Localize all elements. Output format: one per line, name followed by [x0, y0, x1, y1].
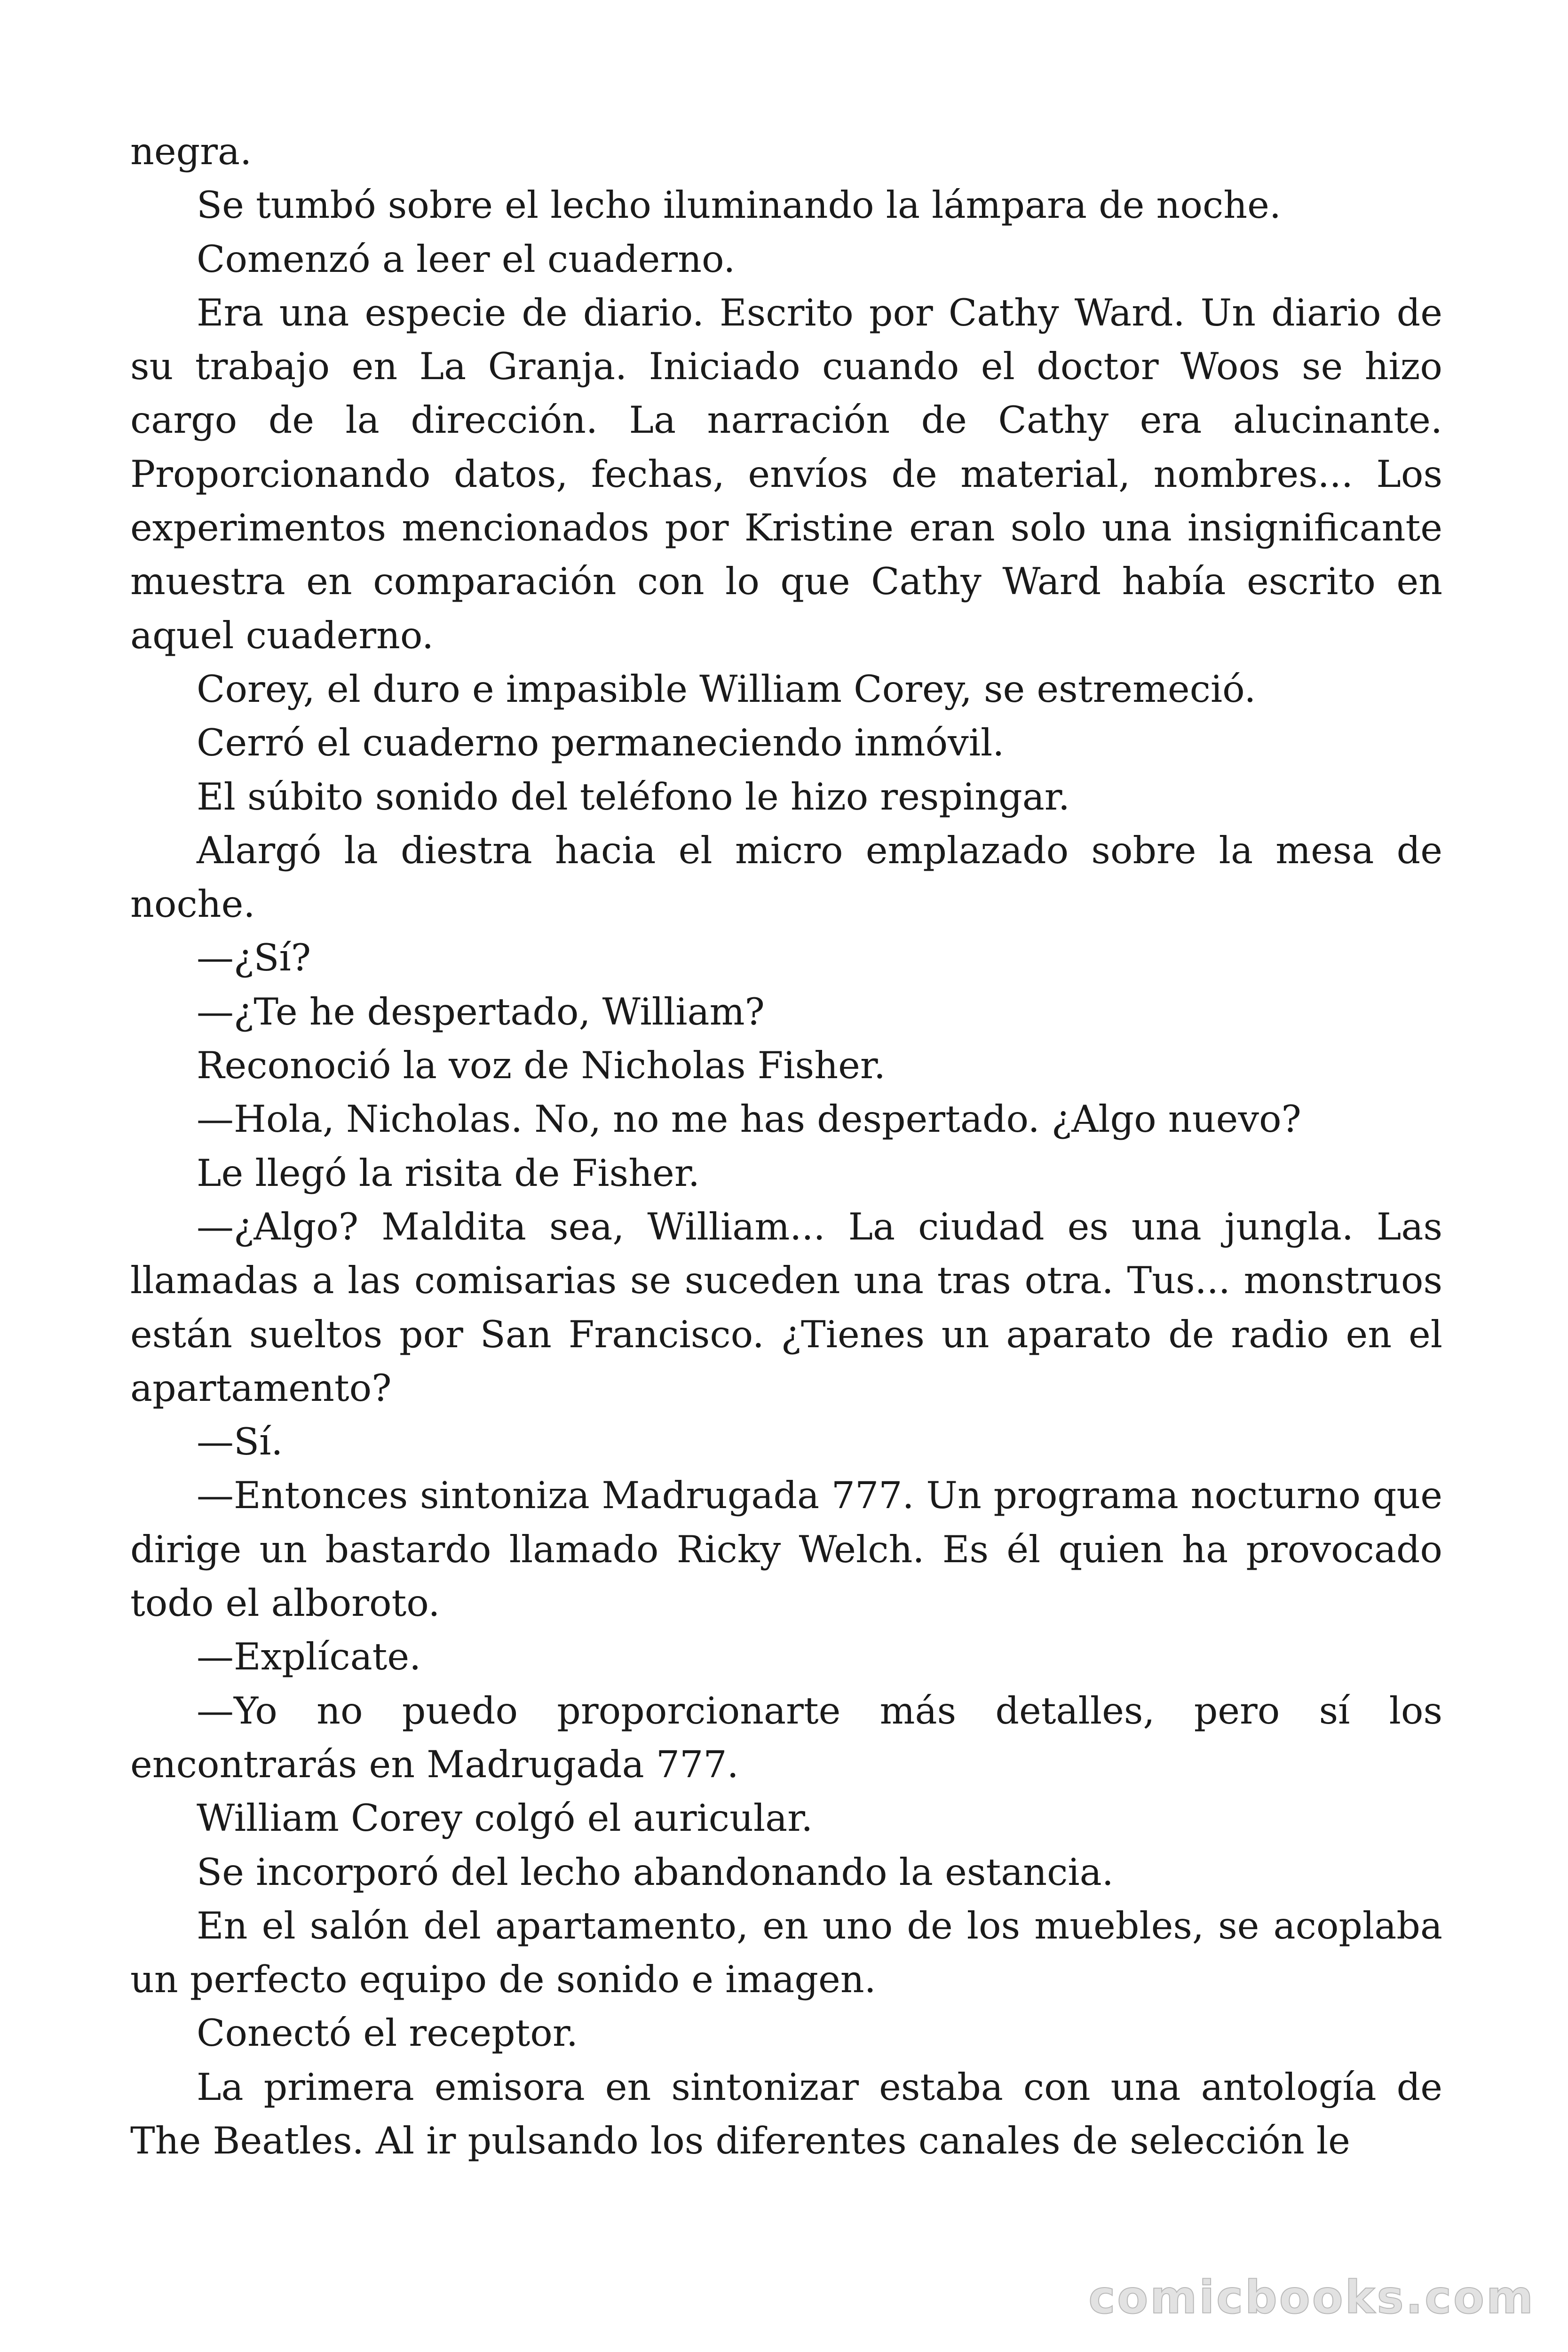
- dialogue-line: —Sí.: [197, 1420, 283, 1464]
- paragraph: Era una especie de diario. Escrito por Cathy Ward. Un diario de su trabajo en La Granja. Iniciado cuando el doctor Woos se hizo cargo de la dirección. La narración de Cathy era alucinante. Proporcionando datos, fechas, envíos de material, nombres... Los experimentos mencionados por Kristine eran solo una insignificante muestra en comparación con lo que Cathy Ward había escrito en aquel cuaderno.: [130, 291, 1442, 657]
- paragraph: El súbito sonido del teléfono le hizo respingar.: [197, 775, 1070, 818]
- paragraph: Alargó la diestra hacia el micro emplazado sobre la mesa de noche.: [130, 828, 1442, 926]
- paragraph: negra.: [130, 130, 252, 173]
- paragraph: Le llegó la risita de Fisher.: [197, 1151, 700, 1195]
- paragraph: Corey, el duro e impasible William Corey, se estremeció.: [197, 667, 1256, 711]
- dialogue-line: —¿Sí?: [197, 936, 311, 980]
- paragraph: Reconoció la voz de Nicholas Fisher.: [197, 1044, 886, 1088]
- paragraph: Se tumbó sobre el lecho iluminando la lámpara de noche.: [197, 183, 1281, 227]
- paragraph: Conectó el receptor.: [197, 2011, 578, 2055]
- paragraph: Cerró el cuaderno permaneciendo inmóvil.: [197, 721, 1005, 765]
- dialogue-line: —Yo no puedo proporcionarte más detalles, pero sí los encontrarás en Madrugada 777.: [130, 1689, 1442, 1786]
- body-text: [130, 125, 1442, 2168]
- dialogue-line: —Entonces sintoniza Madrugada 777. Un programa nocturno que dirige un bastardo llamado Ricky Welch. Es él quien ha provocado todo el alboroto.: [130, 1474, 1442, 1625]
- dialogue-line: —¿Algo? Maldita sea, William... La ciudad es una jungla. Las llamadas a las comisarias se suceden una tras otra. Tus... monstruos están sueltos por San Francisco. ¿Tienes un aparato de radio en el apartamento?: [130, 1205, 1442, 1410]
- paragraph: Se incorporó del lecho abandonando la estancia.: [197, 1850, 1114, 1894]
- paragraph: En el salón del apartamento, en uno de los muebles, se acoplaba un perfecto equipo de sonido e imagen.: [130, 1904, 1442, 2002]
- watermark: comicbooks.com: [1088, 2271, 1535, 2324]
- paragraph: Comenzó a leer el cuaderno.: [197, 237, 736, 281]
- paragraph: La primera emisora en sintonizar estaba con una antología de The Beatles. Al ir pulsando los diferentes canales de selección le: [130, 2065, 1442, 2162]
- dialogue-line: —Hola, Nicholas. No, no me has despertado. ¿Algo nuevo?: [197, 1097, 1301, 1141]
- paragraph: William Corey colgó el auricular.: [197, 1796, 813, 1840]
- dialogue-line: —Explícate.: [197, 1635, 421, 1679]
- dialogue-line: —¿Te he despertado, William?: [197, 990, 765, 1033]
